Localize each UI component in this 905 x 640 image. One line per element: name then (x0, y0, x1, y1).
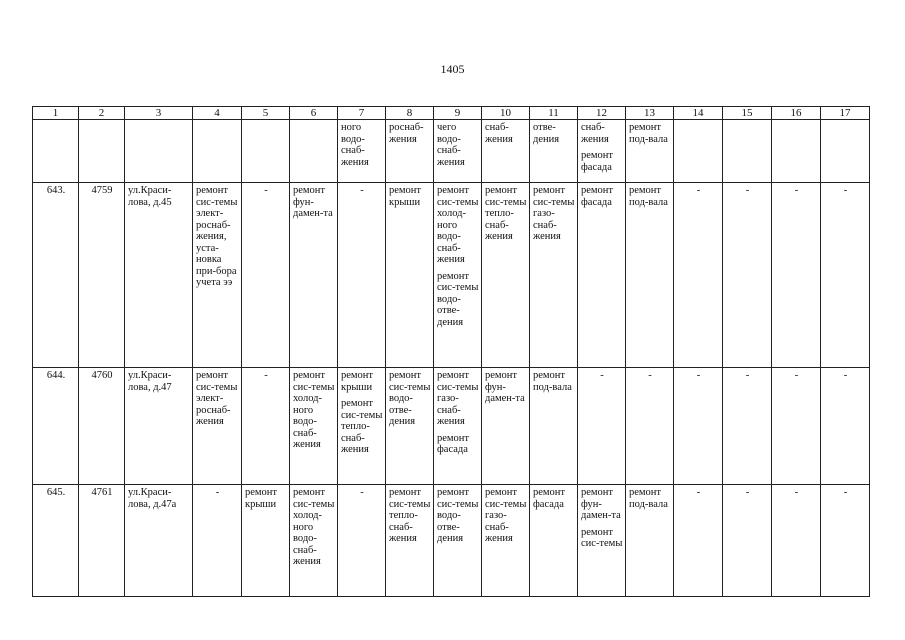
work-cell: - (723, 485, 772, 597)
work-cell: - (723, 183, 772, 368)
work-cell (193, 183, 242, 368)
work-cell (434, 485, 482, 597)
column-number: 11 (530, 107, 578, 120)
table-row (33, 368, 870, 485)
work-cell: - (821, 485, 870, 597)
work-entry: ремонт крыши (341, 370, 374, 393)
column-number: 4 (193, 107, 242, 120)
column-number: 6 (290, 107, 338, 120)
work-cell (482, 368, 530, 485)
work-entry: ремонт сис-темы водо-отве-дения (389, 370, 431, 427)
work-entry: роснаб-жения (389, 122, 424, 145)
work-cell: - (674, 485, 723, 597)
continuation-cell (386, 120, 434, 183)
work-entry: ремонт крыши (389, 185, 422, 208)
work-cell: - (772, 485, 821, 597)
column-number: 7 (338, 107, 386, 120)
work-entry: ремонт сис-темы элект-роснаб-жения (196, 370, 238, 427)
building-address: ул.Краси-лова, д.47а (125, 485, 193, 597)
work-cell (626, 183, 674, 368)
building-code: 4761 (79, 485, 125, 597)
work-entry: снаб-жения (485, 122, 513, 145)
work-entry: ремонт сис-темы газо-снаб-жения (485, 487, 527, 544)
column-number: 15 (723, 107, 772, 120)
column-number: 17 (821, 107, 870, 120)
work-cell: - (338, 485, 386, 597)
continuation-cell (434, 120, 482, 183)
work-cell: - (338, 183, 386, 368)
work-cell (530, 183, 578, 368)
column-number: 2 (79, 107, 125, 120)
work-cell (290, 485, 338, 597)
work-cell: - (578, 368, 626, 485)
work-cell (242, 485, 290, 597)
work-entry: ремонт сис-темы водо-отве-дения (437, 487, 479, 544)
continuation-cell (79, 120, 125, 183)
continuation-cell (193, 120, 242, 183)
work-cell (482, 485, 530, 597)
work-cell (578, 485, 626, 597)
building-address: ул.Краси-лова, д.45 (125, 183, 193, 368)
column-number: 16 (772, 107, 821, 120)
continuation-cell (821, 120, 870, 183)
work-cell: - (772, 183, 821, 368)
work-cell (386, 485, 434, 597)
work-entry: ремонт фун-дамен-та (293, 185, 333, 219)
column-number: 13 (626, 107, 674, 120)
work-entry: ремонт сис-темы холод-ного водо-снаб-жения (293, 487, 335, 567)
table-row (33, 183, 870, 368)
continuation-cell (626, 120, 674, 183)
column-number: 14 (674, 107, 723, 120)
work-cell: - (626, 368, 674, 485)
work-cell: - (821, 368, 870, 485)
continuation-row (33, 120, 870, 183)
work-entry: ремонт фасада (581, 150, 614, 173)
building-address: ул.Краси-лова, д.47 (125, 368, 193, 485)
work-cell (338, 368, 386, 485)
work-entry: ремонт фун-дамен-та (581, 487, 621, 521)
row-number: 644. (33, 368, 79, 485)
building-code: 4760 (79, 368, 125, 485)
work-entry: ремонт под-вала (629, 122, 668, 145)
work-entry: ремонт сис-темы тепло-снаб-жения (485, 185, 527, 242)
work-entry: ремонт крыши (245, 487, 278, 510)
column-number-row (33, 107, 870, 120)
work-cell (290, 368, 338, 485)
column-number: 1 (33, 107, 79, 120)
work-cell (290, 183, 338, 368)
work-entry: ремонт фасада (581, 185, 614, 208)
row-number: 645. (33, 485, 79, 597)
table-row (33, 485, 870, 597)
work-entry: ремонт под-вала (533, 370, 572, 393)
work-cell: - (674, 368, 723, 485)
work-cell (626, 485, 674, 597)
column-number: 8 (386, 107, 434, 120)
work-cell (578, 183, 626, 368)
work-entry: ремонт фасада (533, 487, 566, 510)
column-number: 12 (578, 107, 626, 120)
work-entry: ремонт сис-темы элект-роснаб-жения, уста-новка при-бора учета ээ (196, 185, 238, 288)
work-entry: ремонт фун-дамен-та (485, 370, 525, 404)
work-cell (386, 368, 434, 485)
work-entry: ремонт сис-темы газо-снаб-жения (437, 370, 479, 427)
work-cell (193, 368, 242, 485)
work-entry: отве-дения (533, 122, 560, 145)
continuation-cell (530, 120, 578, 183)
building-code: 4759 (79, 183, 125, 368)
table-body (33, 107, 870, 597)
continuation-cell (674, 120, 723, 183)
column-number: 3 (125, 107, 193, 120)
continuation-cell (482, 120, 530, 183)
work-entry: ремонт сис-темы холод-ного водо-снаб-жения (293, 370, 335, 450)
work-entry: ремонт под-вала (629, 185, 668, 208)
column-number: 9 (434, 107, 482, 120)
repair-schedule-table (32, 106, 870, 597)
continuation-cell (242, 120, 290, 183)
continuation-cell (290, 120, 338, 183)
continuation-cell (772, 120, 821, 183)
work-entry: ного водо-снаб-жения (341, 122, 369, 168)
column-number: 10 (482, 107, 530, 120)
work-entry: чего водо-снаб-жения (437, 122, 465, 168)
work-entry: ремонт сис-темы тепло-снаб-жения (389, 487, 431, 544)
continuation-cell (125, 120, 193, 183)
work-entry: ремонт фасада (437, 432, 470, 455)
work-cell (530, 485, 578, 597)
continuation-cell (33, 120, 79, 183)
work-entry: ремонт сис-темы холод-ного водо-снаб-жения (437, 185, 479, 265)
work-cell: - (242, 368, 290, 485)
work-entry: ремонт сис-темы газо-снаб-жения (533, 185, 575, 242)
continuation-cell (338, 120, 386, 183)
work-cell: - (723, 368, 772, 485)
column-number: 5 (242, 107, 290, 120)
work-entry: ремонт сис-темы водо-отве-дения (437, 270, 479, 328)
work-cell: - (821, 183, 870, 368)
work-cell: - (193, 485, 242, 597)
work-entry: ремонт под-вала (629, 487, 668, 510)
work-cell: - (242, 183, 290, 368)
work-entry: ремонт сис-темы (581, 526, 623, 549)
work-entry: снаб-жения (581, 122, 609, 145)
work-cell (386, 183, 434, 368)
work-cell (482, 183, 530, 368)
work-cell (434, 183, 482, 368)
work-cell: - (674, 183, 723, 368)
work-entry: ремонт сис-темы тепло-снаб-жения (341, 398, 383, 455)
work-cell: - (772, 368, 821, 485)
continuation-cell (723, 120, 772, 183)
work-cell (530, 368, 578, 485)
work-cell (434, 368, 482, 485)
continuation-cell (578, 120, 626, 183)
page-number: 1405 (440, 62, 465, 76)
row-number: 643. (33, 183, 79, 368)
